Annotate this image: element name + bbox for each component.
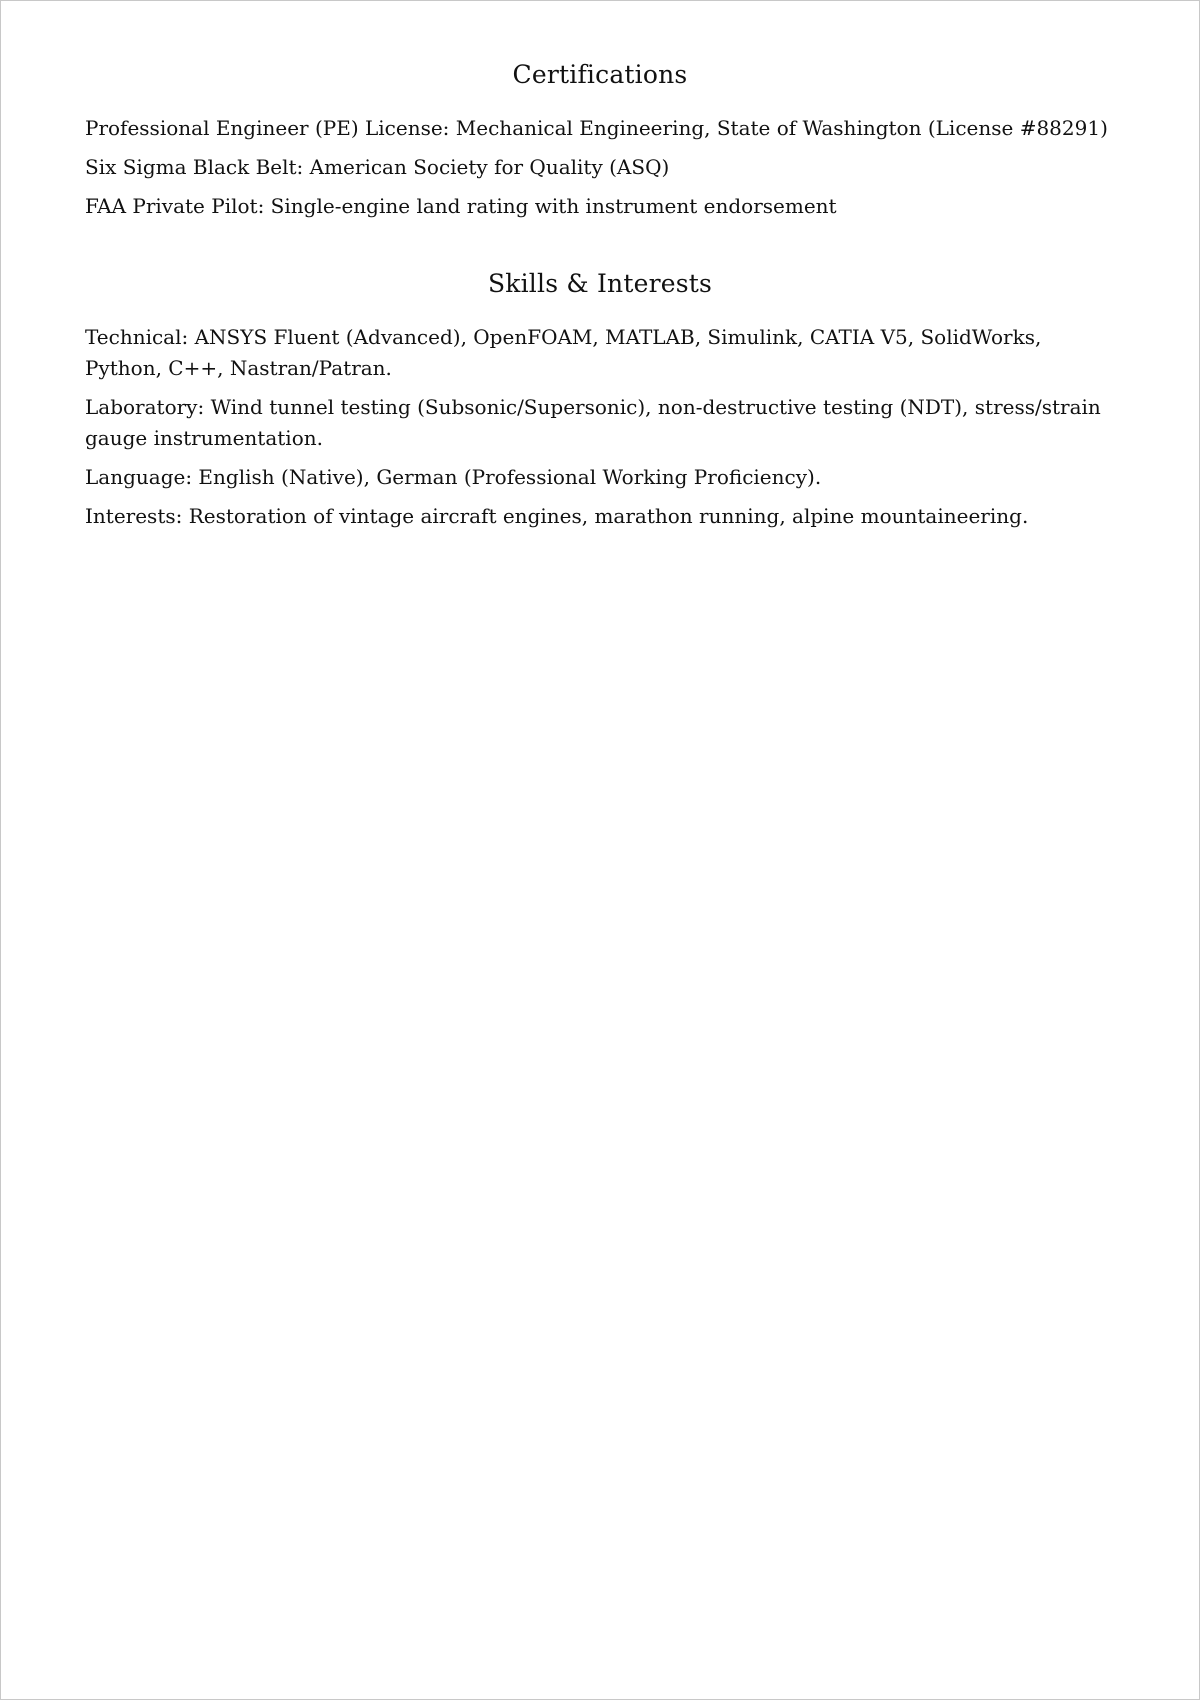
skill-entry	[85, 462, 1115, 493]
entry-label: FAA Private Pilot:	[85, 194, 265, 218]
entry-text: Restoration of vintage aircraft engines, marathon running, alpine mountaineering.	[182, 504, 1029, 528]
entry-text: American Society for Quality (ASQ)	[303, 155, 670, 179]
section-title: Skills & Interests	[487, 269, 713, 298]
skills-interests-section	[85, 266, 1115, 532]
entry-label: Interests:	[85, 504, 183, 528]
certification-entry	[85, 191, 1115, 222]
entry-label: Laboratory:	[85, 395, 205, 419]
skill-entry	[85, 322, 1115, 384]
document-content	[85, 57, 1115, 576]
skill-entry	[85, 501, 1115, 532]
section-title: Certifications	[512, 60, 688, 89]
entry-text: Mechanical Engineering, State of Washington (License #88291)	[449, 116, 1108, 140]
entry-label: Technical:	[85, 325, 189, 349]
entry-text: ANSYS Fluent (Advanced), OpenFOAM, MATLAB, Simulink, CATIA V5, SolidWorks, Python, C++, Nastran/Patran.	[85, 325, 1042, 380]
entry-text: Single-engine land rating with instrument endorsement	[264, 194, 837, 218]
entry-label: Six Sigma Black Belt:	[85, 155, 304, 179]
entry-text: Wind tunnel testing (Subsonic/Supersonic), non-destructive testing (NDT), stress/strain gauge instrumentation.	[85, 395, 1101, 450]
skill-entry	[85, 392, 1115, 454]
certification-entry	[85, 152, 1115, 183]
entry-text: English (Native), German (Professional Working Proficiency).	[192, 465, 822, 489]
entry-label: Professional Engineer (PE) License:	[85, 116, 450, 140]
certification-entry	[85, 113, 1115, 144]
entry-label: Language:	[85, 465, 193, 489]
certifications-section	[85, 57, 1115, 222]
